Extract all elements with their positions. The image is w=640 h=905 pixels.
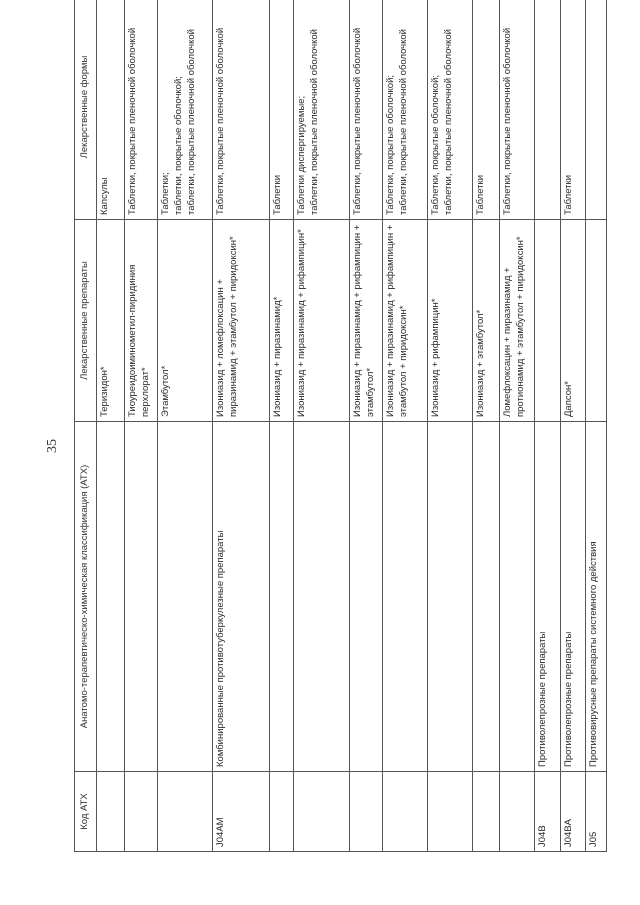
table-row: [213, 0, 270, 852]
table-row: [473, 0, 500, 852]
dosage-forms-cell: [383, 0, 428, 220]
drug-name-cell: Этамбутол*: [158, 220, 213, 422]
atc-classification-cell: [500, 422, 535, 772]
dosage-form-line: таблетки, покрытые оболочкой;: [172, 76, 184, 215]
atc-drug-table: [74, 0, 607, 852]
dosage-forms-cell: [158, 0, 213, 220]
atc-classification-cell: [158, 422, 213, 772]
drug-name-cell: Ломефлоксацин + пиразинамид + протионамид + этамбутол + пиридоксин*: [500, 220, 535, 422]
atc-classification-cell: [294, 422, 350, 772]
header-forms: Лекарственные формы: [75, 0, 97, 220]
dosage-forms-cell: [270, 0, 294, 220]
atc-code-cell: [270, 772, 294, 852]
table-row: [586, 0, 607, 852]
atc-code-cell: J05: [586, 772, 607, 852]
table-body: [97, 0, 607, 852]
dosage-form-line: таблетки, покрытые пленочной оболочкой: [397, 29, 409, 215]
atc-code-cell: [473, 772, 500, 852]
dosage-form-line: Таблетки, покрытые оболочкой;: [385, 74, 396, 215]
table-row: [500, 0, 535, 852]
atc-code-cell: [97, 772, 125, 852]
dosage-form-line: Таблетки, покрытые пленочной оболочкой: [352, 27, 363, 215]
dosage-forms-cell: [428, 0, 473, 220]
dosage-form-line: Таблетки, покрытые пленочной оболочкой: [215, 27, 226, 215]
dosage-forms-cell: [350, 0, 383, 220]
dosage-form-line: Таблетки, покрытые оболочкой;: [430, 74, 441, 215]
atc-classification-cell: [97, 422, 125, 772]
header-classification: Анатомо-терапевтическо-химическая классификация (АТХ): [75, 422, 97, 772]
atc-code-cell: J04AM: [213, 772, 270, 852]
dosage-form-line: Таблетки, покрытые пленочной оболочкой: [127, 27, 138, 215]
drug-name-cell: Тиоуреидоиминометил-пиридиния перхлорат*: [125, 220, 158, 422]
dosage-form-line: таблетки, покрытые пленочной оболочкой: [185, 29, 197, 215]
dosage-form-line: Таблетки, покрытые пленочной оболочкой: [502, 27, 513, 215]
atc-classification-cell: Противолепрозные препараты: [535, 422, 561, 772]
atc-code-cell: [125, 772, 158, 852]
drug-name-cell: Изониазид + пиразинамид + рифампицин + этамбутол*: [350, 220, 383, 422]
atc-classification-cell: [383, 422, 428, 772]
dosage-form-line: Таблетки: [272, 175, 283, 215]
table-rotated-wrapper: [74, 0, 606, 852]
table-row: [428, 0, 473, 852]
dosage-form-line: Таблетки: [475, 175, 486, 215]
dosage-forms-cell: [535, 0, 561, 220]
atc-code-cell: [500, 772, 535, 852]
table-row: [535, 0, 561, 852]
dosage-form-line: Таблетки;: [160, 172, 171, 215]
atc-code-cell: [294, 772, 350, 852]
atc-code-cell: [158, 772, 213, 852]
atc-code-cell: [428, 772, 473, 852]
table-row: [270, 0, 294, 852]
dosage-forms-cell: [97, 0, 125, 220]
dosage-forms-cell: [213, 0, 270, 220]
drug-name-cell: Дапсон*: [561, 220, 586, 422]
atc-code-cell: [350, 772, 383, 852]
table-row: [158, 0, 213, 852]
atc-code-cell: J04B: [535, 772, 561, 852]
header-code: Код АТХ: [75, 772, 97, 852]
dosage-forms-cell: [473, 0, 500, 220]
drug-name-cell: Изониазид + этамбутол*: [473, 220, 500, 422]
atc-classification-cell: [350, 422, 383, 772]
dosage-form-line: таблетки, покрытые пленочной оболочкой: [442, 29, 454, 215]
table-header-row: [75, 0, 97, 852]
table-row: [294, 0, 350, 852]
atc-classification-cell: Комбинированные противотуберкулезные препараты: [213, 422, 270, 772]
table-row: [561, 0, 586, 852]
atc-classification-cell: [270, 422, 294, 772]
atc-classification-cell: Противовирусные препараты системного действия: [586, 422, 607, 772]
atc-classification-cell: Противолепрозные препараты: [561, 422, 586, 772]
drug-name-cell: [586, 220, 607, 422]
dosage-forms-cell: [586, 0, 607, 220]
atc-classification-cell: [473, 422, 500, 772]
drug-name-cell: Изониазид + рифампицин*: [428, 220, 473, 422]
atc-code-cell: [383, 772, 428, 852]
dosage-forms-cell: [561, 0, 586, 220]
dosage-form-line: таблетки, покрытые пленочной оболочкой: [308, 29, 320, 215]
drug-name-cell: Изониазид + пиразинамид*: [270, 220, 294, 422]
table-row: [383, 0, 428, 852]
table-row: [125, 0, 158, 852]
header-drugs: Лекарственные препараты: [75, 220, 97, 422]
dosage-forms-cell: [294, 0, 350, 220]
table-row: [97, 0, 125, 852]
dosage-form-line: Капсулы: [99, 177, 110, 215]
dosage-forms-cell: [500, 0, 535, 220]
drug-name-cell: Изониазид + пиразинамид + рифампицин*: [294, 220, 350, 422]
drug-name-cell: Изониазид + пиразинамид + рифампицин + этамбутол + пиридоксин*: [383, 220, 428, 422]
atc-code-cell: J04BA: [561, 772, 586, 852]
atc-classification-cell: [125, 422, 158, 772]
dosage-forms-cell: [125, 0, 158, 220]
atc-classification-cell: [428, 422, 473, 772]
dosage-form-line: Таблетки: [563, 175, 574, 215]
drug-name-cell: Теризидон*: [97, 220, 125, 422]
page-number: 35: [45, 439, 60, 453]
drug-name-cell: Изониазид + ломефлоксацин + пиразинамид + этамбутол + пиридоксин*: [213, 220, 270, 422]
drug-name-cell: [535, 220, 561, 422]
table-row: [350, 0, 383, 852]
dosage-form-line: Таблетки диспергируемые;: [296, 95, 307, 215]
